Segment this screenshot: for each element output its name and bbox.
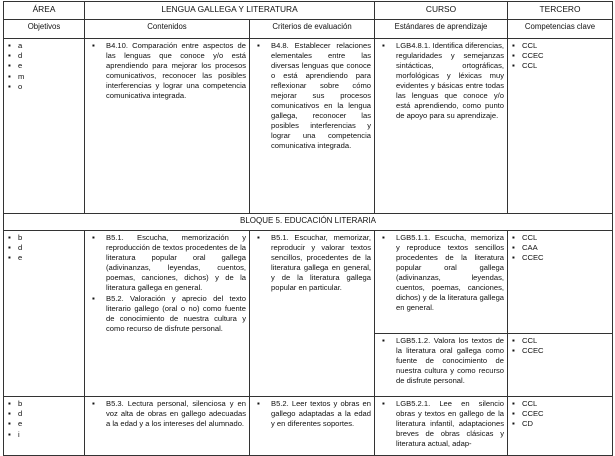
table-row: [4, 39, 613, 214]
list-item: ▪ i: [7, 430, 81, 440]
competencias-cell: [508, 231, 613, 334]
list-item: ▪ B5.2. Valoración y aprecio del texto literario gallego (oral o no) como fuente de conocimiento de nuestra cultura y como recurso de disfrute personal.: [92, 294, 246, 333]
bullet-icon: ▪: [382, 233, 385, 242]
list-item: ▪ CCEC: [511, 346, 609, 356]
curriculum-table: [3, 1, 613, 456]
list-item: ▪ LGB5.1.2. Valora los textos de la literatura oral gallega como fuente de conocimiento de nuestra cultura y como recurso de disfrute personal.: [382, 336, 505, 385]
list-item: ▪ e: [7, 61, 81, 71]
area-label: ÁREA: [4, 2, 85, 20]
bullet-icon: ▪: [92, 399, 95, 408]
list-item: ▪ e: [7, 419, 81, 429]
bullet-icon: ▪: [92, 294, 95, 303]
col-estandares: Estándares de aprendizaje: [375, 20, 508, 39]
list-item: ▪ CCL: [511, 41, 609, 51]
col-criterios: Criterios de evaluación: [250, 20, 375, 39]
list-item: ▪ b: [7, 399, 81, 409]
list-item: ▪ d: [7, 243, 81, 253]
block-heading: BLOQUE 5. EDUCACIÓN LITERARIA: [4, 214, 613, 231]
objetivos-cell: [4, 39, 85, 214]
bullet-icon: ▪: [382, 399, 385, 408]
list-item: ▪ o: [7, 82, 81, 92]
list-item: ▪ CCL: [511, 399, 609, 409]
list-item: ▪ B5.3. Lectura personal, silenciosa y en voz alta de obras en gallego adecuadas a la edad y a los intereses del alumnado.: [92, 399, 246, 428]
list-item: ▪ a: [7, 41, 81, 51]
estandares-cell: [375, 397, 508, 456]
list-item: ▪ CD: [511, 419, 609, 429]
list-item: ▪ LGB5.2.1. Lee en silencio obras y textos en gallego de la literatura infantil, adaptaciones breves de obras clásicas y literatura actual, adap-: [382, 399, 505, 448]
list-item: ▪ B5.2. Leer textos y obras en gallego adaptadas a la edad y en diferentes soportes.: [257, 399, 372, 428]
list-item: ▪ b: [7, 233, 81, 243]
list-item: ▪ CCEC: [511, 253, 609, 263]
list-item: ▪ d: [7, 51, 81, 61]
col-contenidos: Contenidos: [85, 20, 250, 39]
list-item: ▪ LGB4.8.1. Identifica diferencias, regularidades y semejanzas sintácticas, ortográficas, morfológicas y léxicas muy evidentes y básicas entre todas las lenguas que conoce y/o está aprendiendo, como punto de apoyo para su aprendizaje.: [382, 41, 505, 120]
bullet-icon: ▪: [92, 233, 95, 242]
criterios-cell: [250, 397, 375, 456]
list-item: ▪ CCEC: [511, 51, 609, 61]
list-item: ▪ CCL: [511, 61, 609, 71]
list-item: ▪ B5.1. Escuchar, memorizar, reproducir y valorar textos sencillos, procedentes de la literatura gallega en general, y de la literatura gallega popular en particular.: [257, 233, 372, 292]
column-header-row: [4, 20, 613, 39]
list-item: ▪ B5.1. Escucha, memorización y reproducción de textos procedentes de la literatura popular oral gallega (adivinanzas, leyendas, cuentos, poemas, canciones, dichos) y de la literatura gallega en general.: [92, 233, 246, 292]
objetivos-cell: [4, 397, 85, 456]
competencias-cell: [508, 334, 613, 397]
competencias-cell: [508, 397, 613, 456]
estandares-cell: [375, 231, 508, 334]
table-row: [4, 231, 613, 334]
criterios-cell: [250, 231, 375, 397]
list-item: ▪ CCL: [511, 233, 609, 243]
list-item: ▪ e: [7, 253, 81, 263]
criterios-cell: [250, 39, 375, 214]
bullet-icon: ▪: [382, 336, 385, 345]
objetivos-cell: [4, 231, 85, 397]
table-row: [4, 397, 613, 456]
bullet-icon: ▪: [257, 233, 260, 242]
contenidos-cell: [85, 231, 250, 397]
course-value: TERCERO: [508, 2, 613, 20]
competencias-cell: [508, 39, 613, 214]
list-item: ▪ d: [7, 409, 81, 419]
estandares-cell: [375, 334, 508, 397]
bullet-icon: ▪: [92, 41, 95, 50]
bullet-icon: ▪: [257, 41, 260, 50]
list-item: ▪ CCL: [511, 336, 609, 346]
list-item: ▪ CCEC: [511, 409, 609, 419]
list-item: ▪ LGB5.1.1. Escucha, memoriza y reproduce textos sencillos procedentes de la literatura popular oral gallega (adivinanzas, leyendas, cuentos, poemas, canciones, dichos) y de la literatura gallega en general.: [382, 233, 505, 312]
col-objetivos: Objetivos: [4, 20, 85, 39]
bullet-icon: ▪: [382, 41, 385, 50]
col-competencias: Competencias clave: [508, 20, 613, 39]
contenidos-cell: [85, 397, 250, 456]
bullet-icon: ▪: [257, 399, 260, 408]
subject-title: LENGUA GALLEGA Y LITERATURA: [85, 2, 375, 20]
list-item: ▪ CAA: [511, 243, 609, 253]
list-item: ▪ B4.10. Comparación entre aspectos de las lenguas que conoce y/o está aprendiendo para mejorar los procesos comunicativos, reconocer las posibles interferencias y lograr una competencia comunicativa integrada.: [92, 41, 246, 100]
course-label: CURSO: [375, 2, 508, 20]
header-row: [4, 2, 613, 20]
list-item: ▪ B4.8. Establecer relaciones elementales entre las diversas lenguas que conoce o está aprendiendo para reflexionar sobre cómo mejorar sus procesos comunicativos en la lengua gallega, reconocer las posibles interferencias y lograr una competencia comunicativa integrada.: [257, 41, 372, 150]
contenidos-cell: [85, 39, 250, 214]
block-row: [4, 214, 613, 231]
estandares-cell: [375, 39, 508, 214]
list-item: ▪ m: [7, 72, 81, 82]
